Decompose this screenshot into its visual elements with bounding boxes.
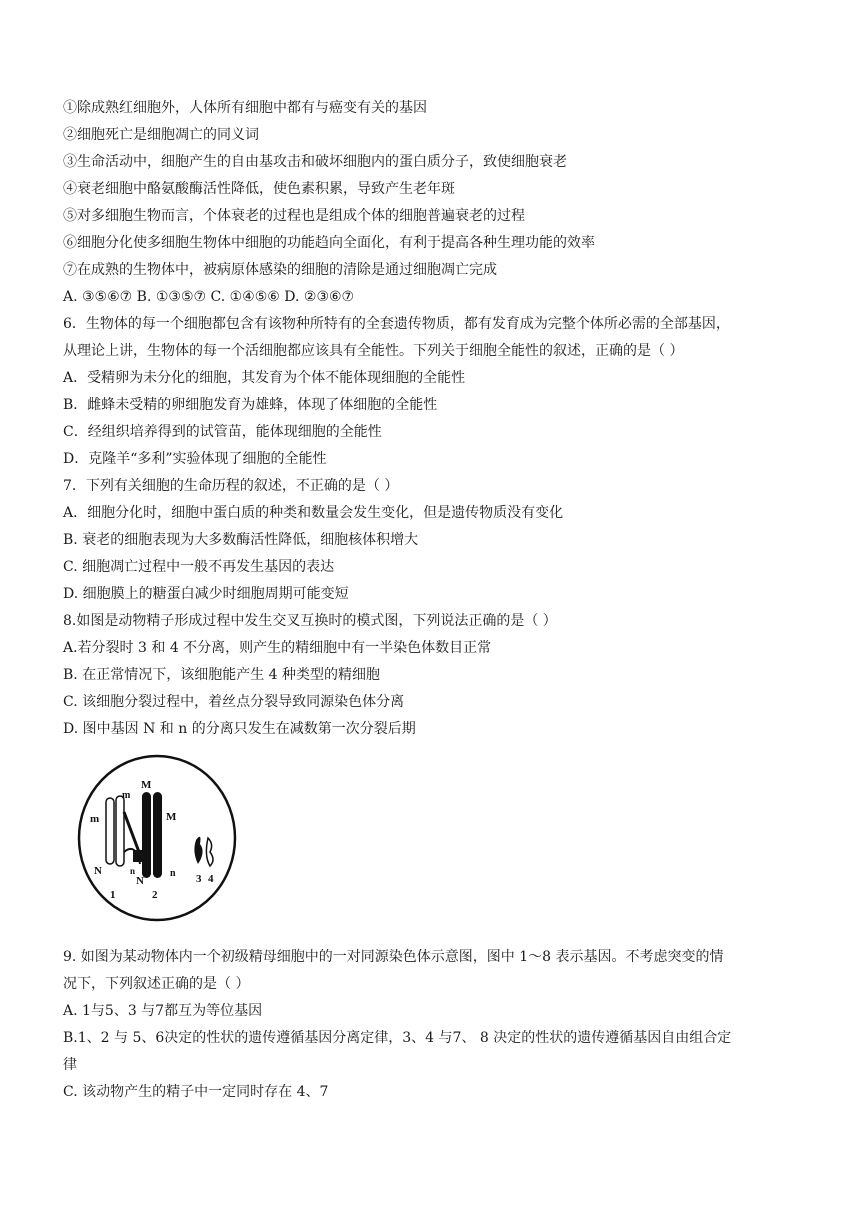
label-3: 3 xyxy=(196,873,202,885)
q8-option-a: A.若分裂时 3 和 4 不分离，则产生的精细胞中有一半染色体数目正常 xyxy=(63,640,492,656)
label-N-left: N xyxy=(94,865,102,877)
q9-option-b-line2: 律 xyxy=(63,1057,77,1073)
q7-option-a: A．细胞分化时，细胞中蛋白质的种类和数量会发生变化，但是遗传物质没有变化 xyxy=(63,505,564,521)
label-n-small: n xyxy=(130,866,136,876)
q6-option-d: D．克隆羊“多利”实验体现了细胞的全能性 xyxy=(63,451,327,467)
q8-option-c: C. 该细胞分裂过程中，着丝点分裂导致同源染色体分离 xyxy=(63,694,405,710)
statement-5: ⑤对多细胞生物而言，个体衰老的过程也是组成个体的细胞普遍衰老的过程 xyxy=(63,208,525,224)
label-M-right: M xyxy=(166,811,177,823)
label-N-bottom: N xyxy=(136,875,144,887)
label-1: 1 xyxy=(110,889,116,901)
statement-2: ②细胞死亡是细胞凋亡的同义词 xyxy=(63,127,259,143)
statement-4: ④衰老细胞中酪氨酸酶活性降低，使色素积累，导致产生老年斑 xyxy=(63,181,455,197)
label-m-left: m xyxy=(90,813,100,825)
q8-option-d: D. 图中基因 N 和 n 的分离只发生在减数第一次分裂后期 xyxy=(63,721,416,737)
statement-1: ①除成熟红细胞外，人体所有细胞中都有与癌变有关的基因 xyxy=(63,100,427,116)
statement-6: ⑥细胞分化使多细胞生物体中细胞的功能趋向全面化，有利于提高各种生理功能的效率 xyxy=(63,235,595,251)
q9-stem-line2: 况下，下列叙述正确的是（ ） xyxy=(63,976,250,992)
label-M-top: M xyxy=(141,779,152,791)
q7-stem: 7．下列有关细胞的生命历程的叙述，不正确的是（ ） xyxy=(63,478,399,494)
q7-option-c: C. 细胞凋亡过程中一般不再发生基因的表达 xyxy=(63,559,335,575)
q6-option-a: A．受精卵为未分化的细胞，其发育为个体不能体现细胞的全能性 xyxy=(63,370,466,386)
label-2: 2 xyxy=(152,889,158,901)
q6-option-b: B．雌蜂未受精的卵细胞发育为雄蜂，体现了体细胞的全能性 xyxy=(63,397,438,413)
q5-options: A. ③⑤⑥⑦ B. ①③⑤⑦ C. ①④⑤⑥ D. ②③⑥⑦ xyxy=(63,289,355,305)
q8-stem: 8.如图是动物精子形成过程中发生交叉互换时的模式图，下列说法正确的是（ ） xyxy=(63,613,557,629)
chromosome-diagram xyxy=(76,752,238,924)
statement-3: ③生命活动中，细胞产生的自由基攻击和破坏细胞内的蛋白质分子，致使细胞衰老 xyxy=(63,154,567,170)
label-4: 4 xyxy=(208,873,214,885)
q7-option-b: B. 衰老的细胞表现为大多数酶活性降低，细胞核体积增大 xyxy=(63,532,419,548)
label-n-right: n xyxy=(170,868,176,879)
statement-7: ⑦在成熟的生物体中，被病原体感染的细胞的清除是通过细胞凋亡完成 xyxy=(63,262,497,278)
q7-option-d: D. 细胞膜上的糖蛋白减少时细胞周期可能变短 xyxy=(63,586,349,602)
q8-option-b: B. 在正常情况下，该细胞能产生 4 种类型的精细胞 xyxy=(63,667,380,683)
q6-option-c: C．经组织培养得到的试管苗，能体现细胞的全能性 xyxy=(63,424,382,440)
q9-option-b-line1: B.1、2 与 5、6决定的性状的遗传遵循基因分离定律，3、4 与7、 8 决定的性状的遗传遵循基因自由组合定 xyxy=(63,1030,732,1046)
label-m-top: m xyxy=(122,790,131,801)
q6-stem-line2: 从理论上讲，生物体的每一个活细胞都应该具有全能性。下列关于细胞全能性的叙述，正确的是（ ） xyxy=(63,343,684,359)
chromosome-figure xyxy=(76,752,238,924)
q6-stem-line1: 6．生物体的每一个细胞都包含有该物种所特有的全套遗传物质，都有发育成为完整个体所必需的全部基因， xyxy=(63,316,730,332)
q9-option-a: A. 1与5、3 与7都互为等位基因 xyxy=(63,1003,263,1019)
q9-stem-line1: 9. 如图为某动物体内一个初级精母细胞中的一对同源染色体示意图，图中 1～8 表示基因。不考虑突变的情 xyxy=(63,949,724,965)
q9-option-c: C. 该动物产生的精子中一定同时存在 4、7 xyxy=(63,1084,329,1100)
